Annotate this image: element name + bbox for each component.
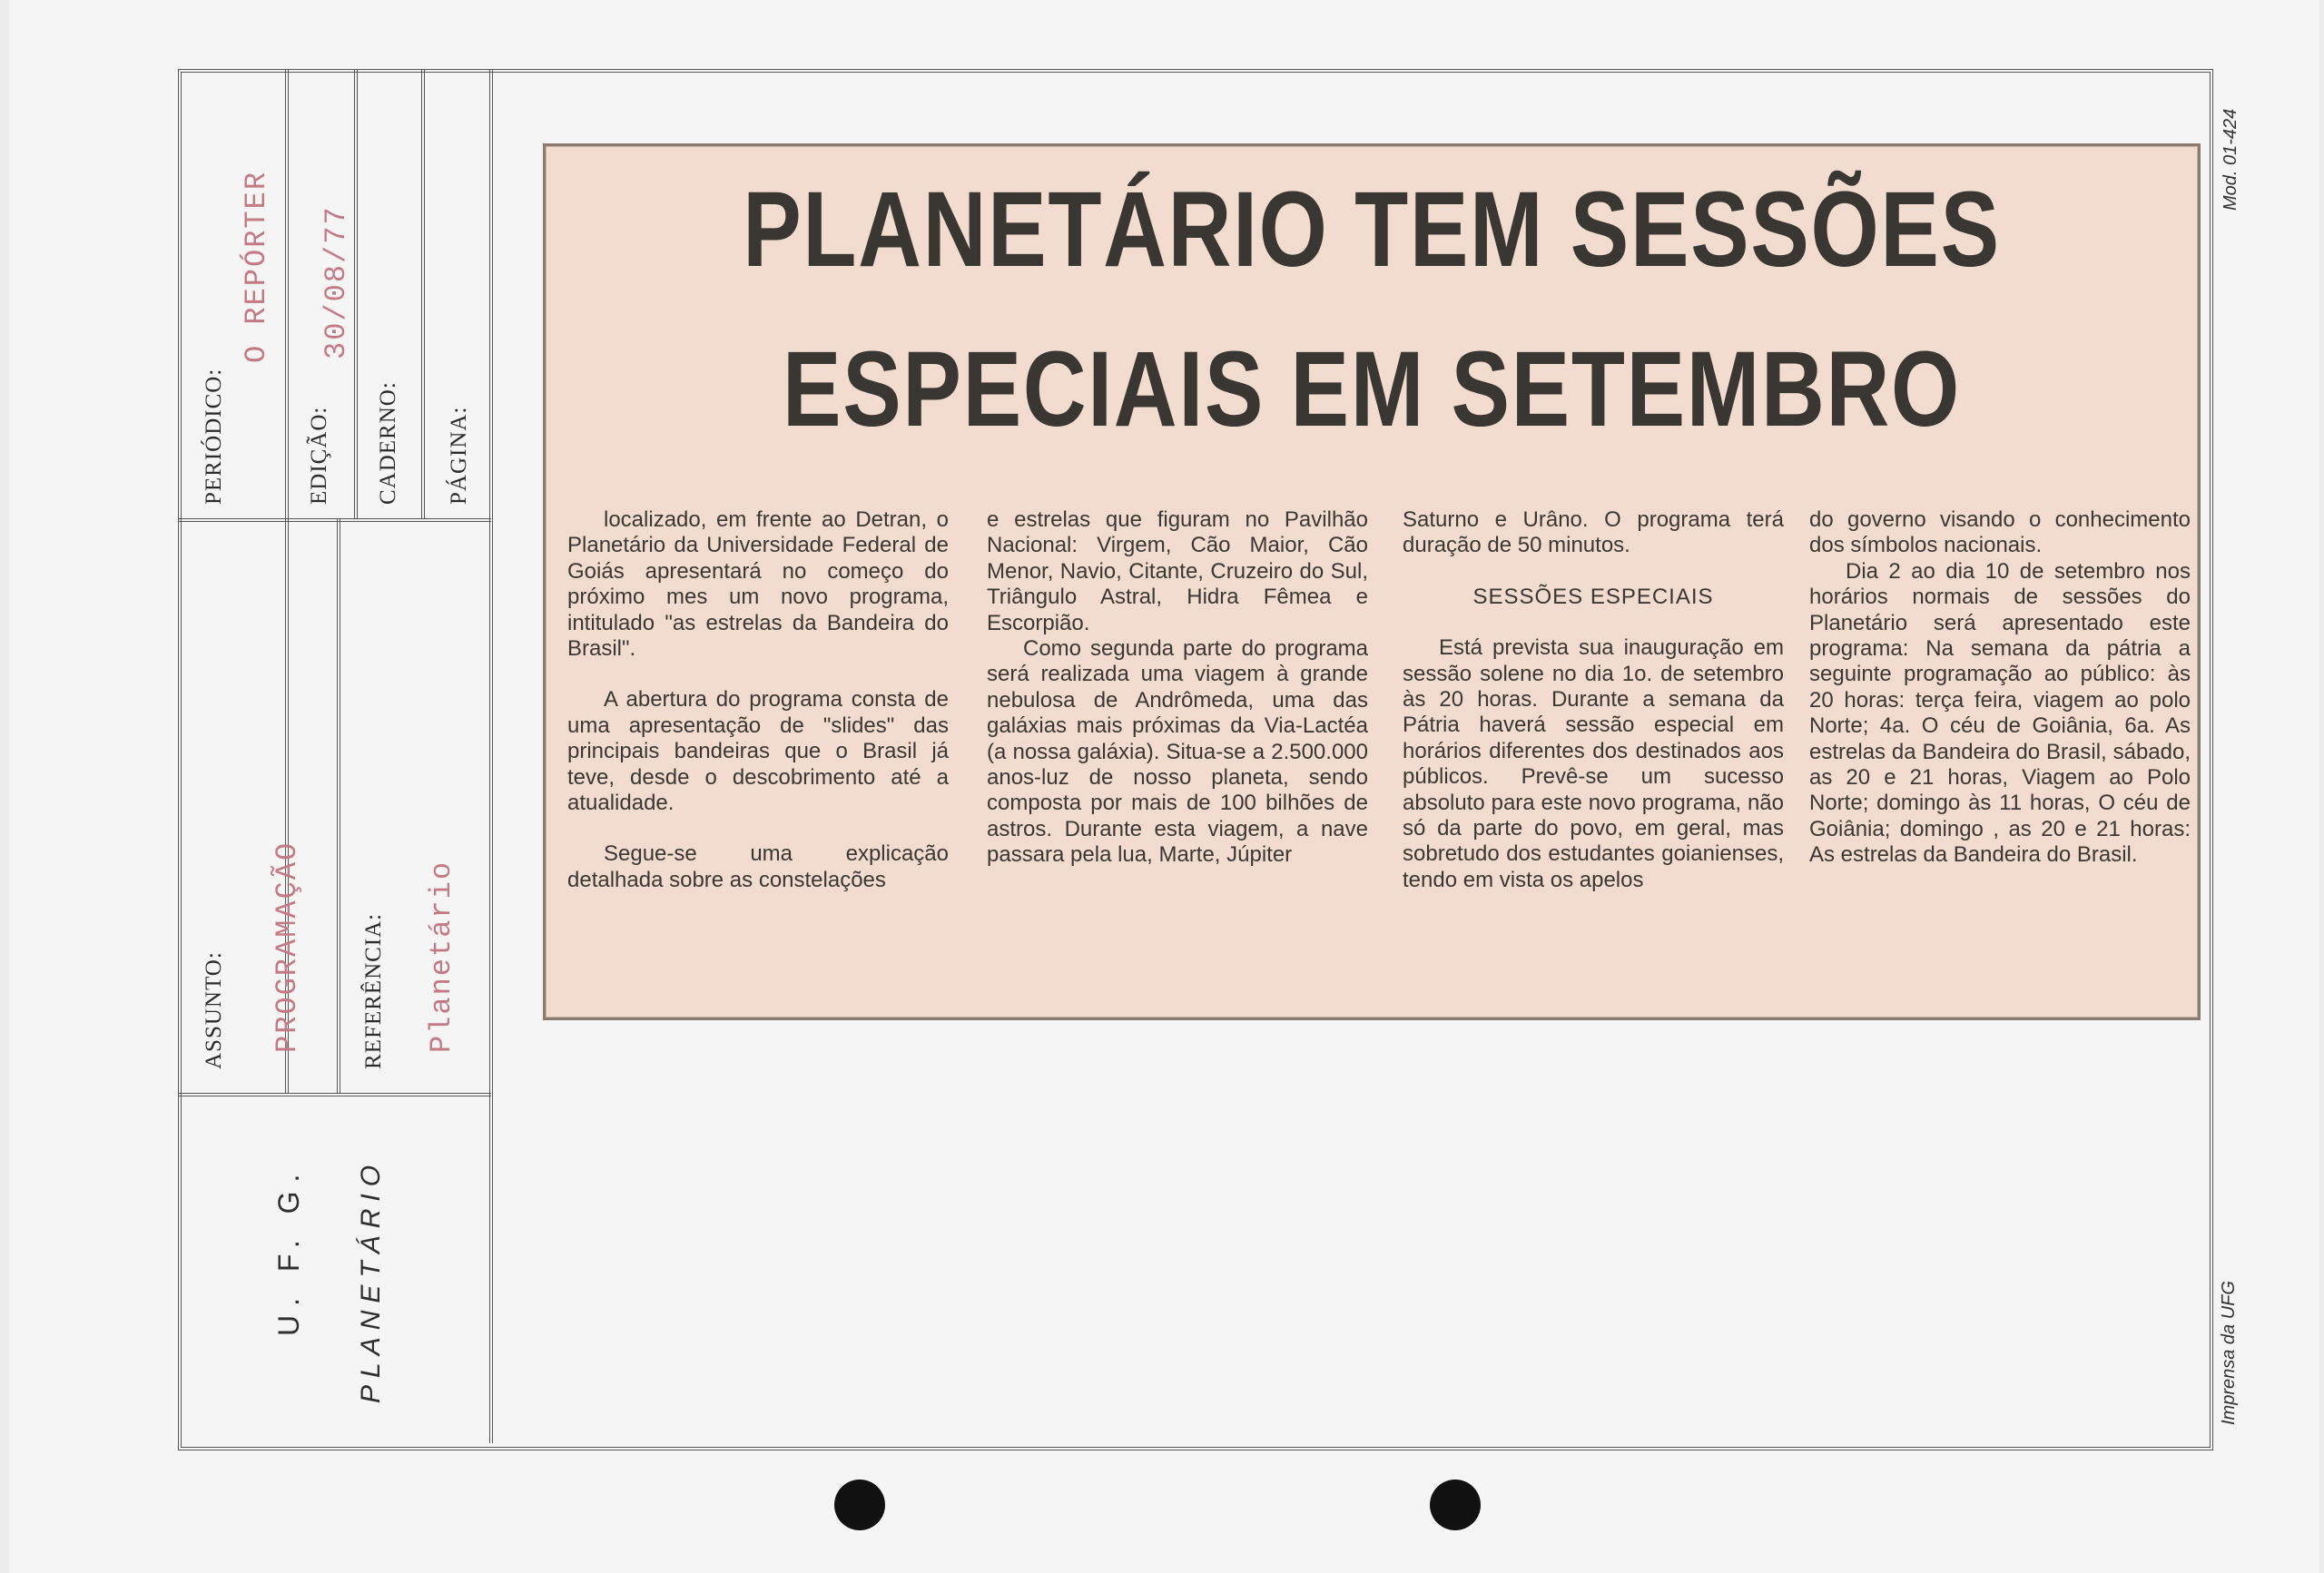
binder-hole bbox=[1430, 1480, 1481, 1530]
headline-line-2: ESPECIAIS EM SETEMBRO bbox=[783, 329, 1961, 449]
sidebar-rule bbox=[421, 69, 425, 518]
edicao-value: 30/08/77 bbox=[320, 205, 353, 359]
sidebar-rule bbox=[178, 1093, 491, 1096]
article-column-3 bbox=[1403, 507, 1784, 893]
edicao-label: EDIÇÃO: bbox=[307, 406, 331, 505]
department-label: PLANETÁRIO bbox=[356, 1157, 386, 1403]
newspaper-clipping bbox=[543, 143, 2201, 1020]
caderno-label: CADERNO: bbox=[376, 381, 400, 505]
paragraph: Está prevista sua inauguração em sessão solene no dia 1o. de setembro às 20 horas. Durante a semana da Pátria haverá sessão especial em horários diferentes dos destinados aos públicos. Prevê-se um sucesso absoluto para este novo programa, não só da parte do povo, em geral, mas sobretudo dos estudantes goianienses, tendo em vista os apelos bbox=[1403, 635, 1784, 892]
paragraph: Dia 2 ao dia 10 de setembro nos horários normais de sessões do Planetário será apresentado este programa: Na semana da pátria a seguinte programação ao público: às 20 horas: terça feira, viagem ao polo Norte; 4a. O céu de Goiânia, 6a. As estrelas da Bandeira do Brasil, sábado, as 20 e 21 horas, Viagem ao Polo Norte; domingo às 11 horas, O céu de Goiânia; domingo , as 20 e 21 horas: As estrelas da Bandeira do Brasil. bbox=[1809, 558, 2191, 868]
referencia-value: Planetário bbox=[425, 860, 458, 1053]
paragraph: Saturno e Urâno. O programa terá duração de 50 minutos. bbox=[1403, 507, 1784, 558]
assunto-value: PROGRAMAÇÃO bbox=[271, 841, 304, 1053]
periodico-label: PERIÓDICO: bbox=[202, 368, 226, 505]
institution-label: U. F. G. bbox=[272, 1165, 305, 1336]
assunto-label: ASSUNTO: bbox=[202, 951, 226, 1069]
periodico-value: O REPÓRTER bbox=[240, 170, 273, 363]
paragraph: localizado, em frente ao Detran, o Planetário da Universidade Federal de Goiás apresentará no começo do próximo mes um novo programa, intitulado "as estrelas da Bandeira do Brasil". bbox=[567, 507, 949, 662]
paragraph: do governo visando o conhecimento dos símbolos nacionais. bbox=[1809, 507, 2191, 558]
paragraph: A abertura do programa consta de uma apresentação de "slides" das principais bandeiras que o Brasil já teve, desde o descobrimento até a atualidade. bbox=[567, 687, 949, 816]
section-subheading: SESSÕES ESPECIAIS bbox=[1472, 584, 1714, 609]
pagina-label: PÁGINA: bbox=[447, 406, 471, 505]
sidebar-rule bbox=[354, 69, 358, 518]
sidebar-divider bbox=[489, 69, 493, 1443]
paragraph: e estrelas que figuram no Pavilhão Nacional: Virgem, Cão Maior, Cão Menor, Navio, Citante, Cruzeiro do Sul, Triângulo Astral, Hidra Fêmea e Escorpião. bbox=[987, 507, 1368, 635]
article-column-4 bbox=[1809, 507, 2191, 869]
printer-credit: Imprensa da UFG bbox=[2219, 1281, 2239, 1425]
sidebar-rule bbox=[178, 518, 491, 522]
referencia-label: REFERÊNCIA: bbox=[361, 912, 386, 1069]
paragraph: Como segunda parte do programa será realizada uma viagem à grande nebulosa de Andrômeda, uma das galáxias mais próximas da Via-Lactéa (a nossa galáxia). Situa-se a 2.500.000 anos-luz de nosso planeta, sendo composta por mais de 100 bilhões de astros. Durante esta viagem, a nave passara pela lua, Marte, Júpiter bbox=[987, 636, 1368, 868]
headline bbox=[694, 166, 2049, 453]
model-number: Mod. 01-424 bbox=[2221, 108, 2240, 211]
headline-line-1: PLANETÁRIO TEM SESSÕES bbox=[743, 170, 2001, 290]
article-column-1 bbox=[567, 507, 949, 893]
binder-hole bbox=[834, 1480, 885, 1530]
sidebar-rule bbox=[337, 518, 340, 1093]
article-column-2 bbox=[987, 507, 1368, 869]
paragraph: Segue-se uma explicação detalhada sobre as constelações bbox=[567, 841, 949, 892]
